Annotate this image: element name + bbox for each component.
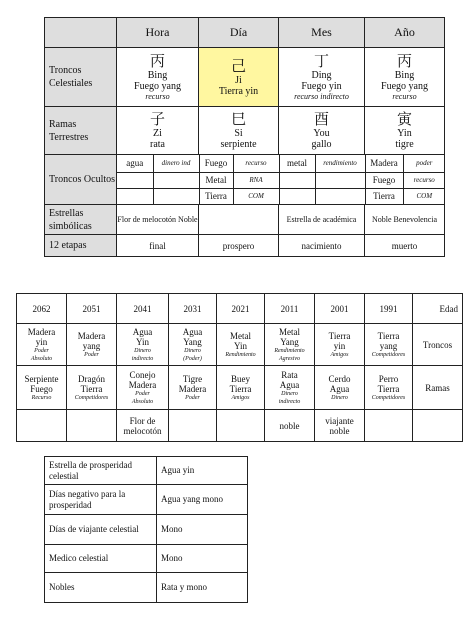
year-cell: 2062 [17,294,67,324]
luck-stem-cell [265,324,315,366]
luck-branch-note2: Absoluto [131,398,154,405]
stem-name: Ji [235,74,242,86]
luck-extra-empty [413,410,463,442]
year-cell: 1991 [365,294,413,324]
luck-stem-line1: Tierra [377,330,400,341]
year-cell: 2051 [67,294,117,324]
luck-stem-cell [17,324,67,366]
star-row [45,515,248,545]
ramas-cell-hora [117,107,199,155]
luck-stem-note1: Rendimiento [274,347,305,354]
etapas-cell-mes: nacimiento [279,235,365,257]
luck-stem-line1: Madera [77,330,106,341]
luck-stem-line2: yang [82,340,101,351]
luck-branch-cell [365,366,413,410]
luck-stem-line2: Yang [183,336,202,347]
estrellas-label: Estrellas simbólicas [45,205,117,235]
luck-stem-note2: (Poder) [183,355,202,362]
luck-branch-line2: Agua [279,379,300,390]
troncos-cell-hora [117,48,199,107]
etapas-cell-dia: prospero [199,235,279,257]
luck-extra-cell [365,410,413,442]
star-value: Agua yin [157,457,248,485]
luck-branch-note1: Dinero [281,390,298,397]
luck-branch-cell [315,366,365,410]
hidden-stem-element: metal [279,155,315,172]
branch-name: Si [234,128,243,139]
hidden-stem-role: dinero ind [153,155,199,172]
hidden-stem-element [117,172,153,188]
stem-character: 丙 [149,51,165,70]
years-row [17,294,463,324]
luck-branch-note1: Poder [135,390,150,397]
hidden-stem-element: Fuego [199,155,233,172]
hidden-stem-row [117,188,445,204]
star-label: Nobles [45,573,157,603]
luck-branch-note1: Amigos [231,394,250,401]
hidden-stem-role [153,172,199,188]
luck-branch-note1: Dinero [331,394,348,401]
stem-name: Ding [311,69,332,81]
header-hora: Hora [117,18,199,48]
luck-branch-line2: Madera [128,379,157,390]
luck-branch-line1: Dragón [78,373,105,384]
branch-name: Zi [153,128,162,139]
branch-character: 子 [149,110,165,128]
stem-element: Fuego yang [381,80,428,92]
luck-stem-line2: Yin [233,340,247,351]
estrellas-cell-ano: Noble Benevolencia [365,205,445,235]
luck-extra-cell [217,410,265,442]
luck-branch-line1: Rata [281,369,298,380]
luck-branch-cell [265,366,315,410]
ocultos-label: Troncos Ocultos [45,155,117,205]
ramas-cell-dia [199,107,279,155]
corner-cell [45,18,117,48]
luck-stem-line1: Metal [279,326,300,337]
hidden-stem-element [279,172,315,188]
luck-stem-line2: yang [379,340,398,351]
year-cell: 2041 [117,294,169,324]
header-mes: Mes [279,18,365,48]
luck-extra-cell [169,410,217,442]
luck-branch-note2: indirecto [278,398,301,405]
star-label: Medico celestial [45,545,157,573]
luck-stem-note1: Poder [84,351,99,358]
luck-branch-note1: Recurso [31,394,52,401]
star-label: Días de viajante celestial [45,515,157,545]
hidden-stem-role: RNA [233,172,279,188]
troncos-row [45,48,445,107]
etapas-row [45,235,445,257]
year-cell: 2011 [265,294,315,324]
luck-stem-line1: Agua [182,326,203,337]
luck-extra-cell [67,410,117,442]
edad-label: Edad [413,294,463,324]
hidden-stem-role: COM [233,188,279,204]
luck-stem-note2: indirecto [131,355,154,362]
stem-name: Bing [147,69,168,81]
luck-branch-line2: Madera [178,383,207,394]
branch-character: 酉 [313,110,329,128]
luck-stem-note1: Poder [34,347,49,354]
hidden-stem-role: recurso [403,172,445,188]
stem-character: 丙 [396,51,412,70]
stem-name: Bing [394,69,415,81]
header-dia: Día [199,18,279,48]
luck-stem-note1: Amigos [330,351,349,358]
year-cell: 2001 [315,294,365,324]
luck-stem-note2: Agresivo [278,355,301,362]
luck-stem-line2: yin [333,340,346,351]
luck-stem-line1: Metal [230,330,251,341]
hidden-stem-element: Fuego [365,172,403,188]
stem-element: Fuego yang [134,80,181,92]
branch-animal: rata [150,139,165,150]
luck-extra-cell: viajante noble [315,410,365,442]
luck-branch-line2: Agua [329,383,350,394]
ramas-cell-mes [279,107,365,155]
estrellas-row [45,205,445,235]
troncos-cell-ano [365,48,445,107]
stars-table [44,456,248,603]
luck-branch-note1: Competidores [371,394,406,401]
luck-branch-note1: Competidores [74,394,109,401]
luck-stem-cell [117,324,169,366]
hidden-stem-role: rendimiento [315,155,365,172]
luck-stem-line2: yin [35,336,48,347]
luck-branch-cell [117,366,169,410]
luck-branch-cell [17,366,67,410]
luck-pillars-table [16,293,463,442]
star-label: Estrella de prosperidad celestial [45,457,157,485]
luck-branch-line1: Perro [378,373,399,384]
branch-character: 寅 [396,110,412,128]
luck-stem-line2: Yin [135,336,149,347]
ramas-cell-ano [365,107,445,155]
hidden-stem-role [153,188,199,204]
luck-troncos-row [17,324,463,366]
hidden-stem-element: agua [117,155,153,172]
pillars-header-row [45,18,445,48]
branch-animal: gallo [311,139,332,150]
branch-animal: tigre [395,139,414,150]
star-row [45,485,248,515]
troncos-label: Troncos Celestiales [45,48,117,107]
star-row [45,457,248,485]
luck-stem-cell [365,324,413,366]
star-label: Días negativo para la prosperidad [45,485,157,515]
luck-branch-note1: Poder [185,394,200,401]
troncos-cell-dia [199,48,279,107]
ocultos-grid [117,155,445,205]
hidden-stem-element: Tierra [199,188,233,204]
luck-branch-line2: Tierra [80,383,103,394]
star-value: Mono [157,545,248,573]
pillars-table [44,17,445,257]
hidden-stem-role [315,172,365,188]
luck-branch-cell [67,366,117,410]
luck-stem-note1: Rendimiento [225,351,256,358]
branch-name: Yin [397,128,412,139]
luck-stem-line2: Yang [280,336,299,347]
luck-extra-cell: noble [265,410,315,442]
star-value: Rata y mono [157,573,248,603]
luck-branch-cell [169,366,217,410]
estrellas-cell-dia [199,205,279,235]
luck-stem-note1: Dinero [184,347,201,354]
luck-branch-line1: Tigre [182,373,203,384]
stem-note: recurso indirecto [294,91,349,101]
luck-troncos-label: Troncos [413,324,463,366]
luck-stem-line1: Madera [27,326,56,337]
luck-stem-note1: Competidores [371,351,406,358]
luck-stem-cell [67,324,117,366]
luck-stem-note2: Absoluto [30,355,53,362]
header-ano: Año [365,18,445,48]
ramas-row [45,107,445,155]
estrellas-cell-hora: Flor de melocotón Noble [117,205,199,235]
luck-branch-line1: Conejo [129,369,156,380]
stem-character: 己 [230,56,246,75]
star-value: Agua yang mono [157,485,248,515]
branch-name: You [313,128,330,139]
hidden-stem-role [315,188,365,204]
hidden-stem-role: recurso [233,155,279,172]
stem-character: 丁 [313,51,329,70]
luck-branch-line1: Cerdo [328,373,351,384]
estrellas-cell-mes: Estrella de académica [279,205,365,235]
star-row [45,573,248,603]
etapas-cell-ano: muerto [365,235,445,257]
luck-branch-line2: Tierra [377,383,400,394]
luck-stem-cell [169,324,217,366]
luck-stem-note1: Dinero [134,347,151,354]
luck-branch-line2: Tierra [229,383,252,394]
stem-element: Fuego yin [301,80,342,92]
star-row [45,545,248,573]
hidden-stem-role: poder [403,155,445,172]
luck-branch-line2: Fuego [30,383,53,394]
luck-ramas-label: Ramas [413,366,463,410]
hidden-stem-row [117,172,445,188]
luck-extra-cell [17,410,67,442]
ramas-label: Ramas Terrestres [45,107,117,155]
hidden-stem-element: Tierra [365,188,403,204]
hidden-stem-element [117,188,153,204]
luck-stem-line1: Agua [132,326,153,337]
branch-animal: serpiente [220,139,257,150]
hidden-stem-element [279,188,315,204]
luck-extra-cell: Flor de melocotón [117,410,169,442]
year-cell: 2031 [169,294,217,324]
stem-note: recurso [145,91,170,101]
year-cell: 2021 [217,294,265,324]
luck-branch-line1: Serpiente [24,373,59,384]
stem-note: recurso [392,91,417,101]
etapas-label: 12 etapas [45,235,117,257]
star-value: Mono [157,515,248,545]
luck-stem-cell [217,324,265,366]
luck-branch-cell [217,366,265,410]
branch-character: 巳 [230,110,246,128]
hidden-stem-role: COM [403,188,445,204]
luck-extras-row [17,410,463,442]
hidden-stem-element: Madera [365,155,403,172]
etapas-cell-hora: final [117,235,199,257]
luck-stem-cell [315,324,365,366]
ocultos-row [45,155,445,205]
stem-element: Tierra yin [218,85,259,97]
troncos-cell-mes [279,48,365,107]
hidden-stem-element: Metal [199,172,233,188]
luck-stem-line1: Tierra [328,330,351,341]
hidden-stem-row [117,155,445,172]
luck-ramas-row [17,366,463,410]
luck-branch-line1: Buey [231,373,250,384]
hidden-stems-grid [117,155,445,204]
